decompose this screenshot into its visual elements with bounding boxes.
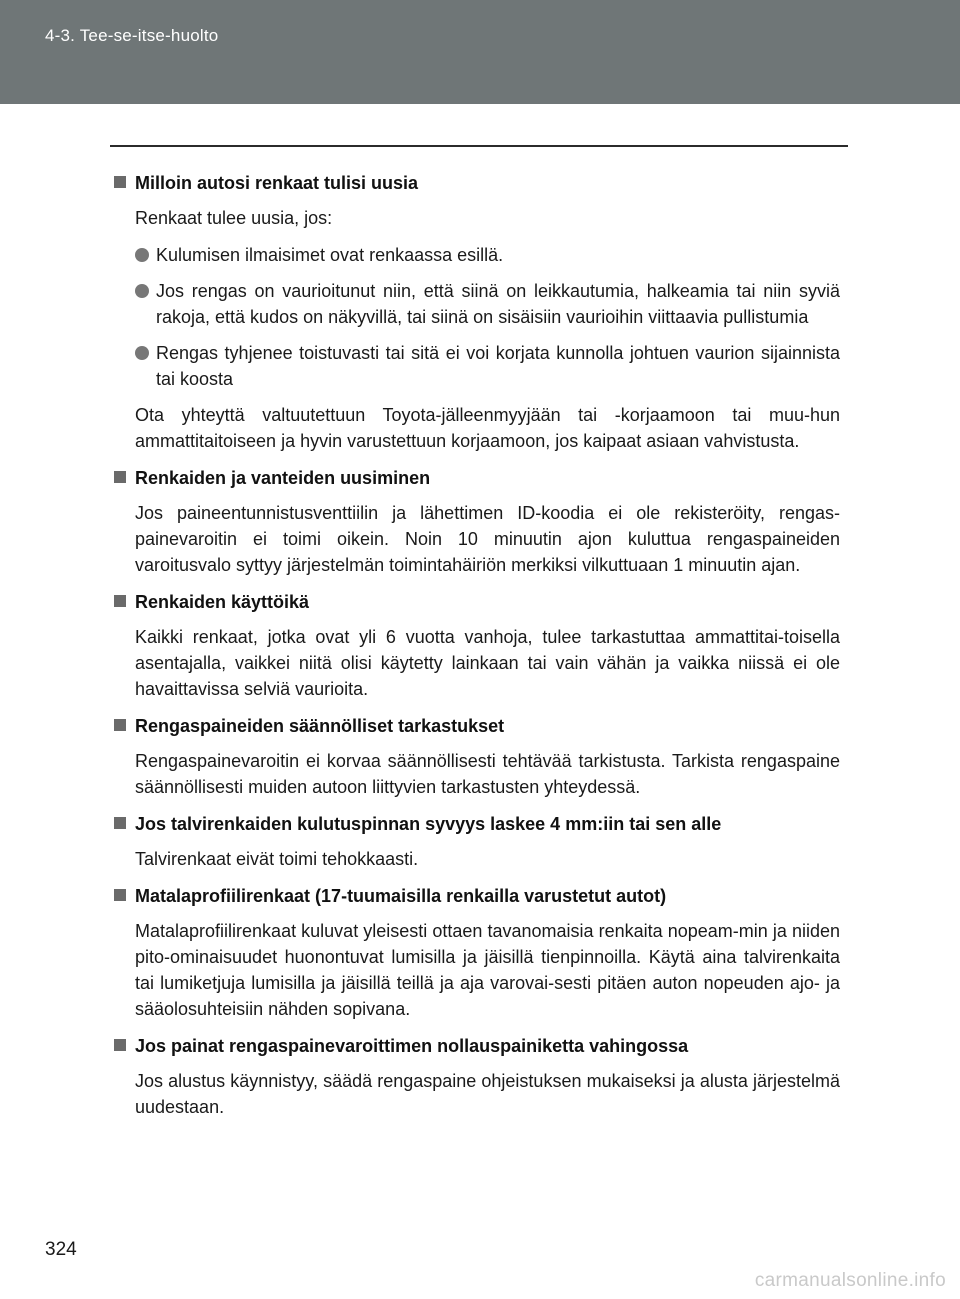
heading-text: Milloin autosi renkaat tulisi uusia <box>135 173 419 193</box>
square-bullet-icon <box>114 719 126 731</box>
section-tire-wheel-replacement <box>114 465 840 578</box>
square-bullet-icon <box>114 817 126 829</box>
paragraph: Jos paineentunnistusventtiilin ja lähettimen ID-koodia ei ole rekisteröity, rengas-painevaroitin ei toimi oikein. Noin 10 minuutin ajon kuluttua rengaspaineiden varoitusvalo syttyy järjestelmän toimintahäiriön merkiksi vilkuttuaan 1 minuutin ajan. <box>135 503 840 575</box>
paragraph: Matalaprofiilirenkaat kuluvat yleisesti ottaen tavanomaisia renkaita nopeam-min ja niiden pito-ominaisuudet huonontuvat lumisilla ja jäisillä tienpinnoilla. Käytä aina talvirenkaita tai lumiketjuja lumisilla ja jäisillä teillä ja aja varovai-sesti pitäen auton nopeuden ajo- ja sääolosuhteisiin nähden sopivana. <box>135 921 840 1019</box>
heading-text: Jos painat rengaspainevaroittimen nollauspainiketta vahingossa <box>135 1036 689 1056</box>
heading-text: Renkaiden käyttöikä <box>135 592 310 612</box>
heading-text: Jos talvirenkaiden kulutuspinnan syvyys laskee 4 mm:iin tai sen alle <box>135 814 722 834</box>
section-heading <box>114 1033 840 1059</box>
paragraph: Kaikki renkaat, jotka ovat yli 6 vuotta vanhoja, tulee tarkastuttaa ammattitai-toisella asentajalla, vaikkei niitä olisi käytetty lainkaan tai vain vähän ja vaikka niissä ei ole havaittavissa selviä vaurioita. <box>135 627 840 699</box>
page-number: 324 <box>45 1239 77 1260</box>
section-heading <box>114 589 840 615</box>
heading-text: Matalaprofiilirenkaat (17-tuumaisilla renkailla varustetut autot) <box>135 886 667 906</box>
paragraph: Jos alustus käynnistyy, säädä rengaspaine ohjeistuksen mukaiseksi ja alusta järjestelmä uudestaan. <box>135 1071 840 1117</box>
watermark: carmanualsonline.info <box>754 1270 946 1291</box>
section-pressure-checks <box>114 713 840 800</box>
header-divider <box>110 145 848 147</box>
circle-bullet-icon <box>135 346 149 360</box>
circle-bullet-icon <box>135 248 149 262</box>
square-bullet-icon <box>114 889 126 901</box>
list-item-text: Kulumisen ilmaisimet ovat renkaassa esillä. <box>156 245 504 265</box>
square-bullet-icon <box>114 471 126 483</box>
square-bullet-icon <box>114 595 126 607</box>
heading-text: Renkaiden ja vanteiden uusiminen <box>135 468 431 488</box>
paragraph: Rengaspainevaroitin ei korvaa säännöllisesti tehtävää tarkistusta. Tarkista rengaspaine säännöllisesti muiden autoon liittyvien tarkastusten yhteydessä. <box>135 751 840 797</box>
square-bullet-icon <box>114 176 126 188</box>
heading-text: Rengaspaineiden säännölliset tarkastukset <box>135 716 505 736</box>
paragraph: Talvirenkaat eivät toimi tehokkaasti. <box>135 849 419 869</box>
section-reset-button <box>114 1033 840 1120</box>
paragraph: Renkaat tulee uusia, jos: <box>135 208 333 228</box>
section-heading <box>114 170 840 196</box>
section-heading <box>114 465 840 491</box>
section-heading <box>114 811 840 837</box>
section-title: 4-3. Tee-se-itse-huolto <box>45 26 219 45</box>
section-when-to-replace-tires <box>114 170 840 454</box>
section-low-profile-tires <box>114 883 840 1022</box>
list-item-text: Jos rengas on vaurioitunut niin, että siinä on leikkautumia, halkeamia tai niin syviä rakoja, että kudos on näkyvillä, tai siinä on sisäisiin vaurioihin viittaavia pullistumia <box>156 281 840 327</box>
list-item <box>135 278 840 330</box>
section-tire-lifespan <box>114 589 840 702</box>
section-heading <box>114 883 840 909</box>
list-item-text: Rengas tyhjenee toistuvasti tai sitä ei voi korjata kunnolla johtuen vaurion sijainnista tai koosta <box>156 343 840 389</box>
paragraph: Ota yhteyttä valtuutettuun Toyota-jälleenmyyjään tai -korjaamoon tai muu-hun ammattitaitoiseen ja hyvin varustettuun korjaamoon, jos kaipaat asiaan vahvistusta. <box>135 405 840 451</box>
section-winter-tread-depth <box>114 811 840 872</box>
list-item <box>135 242 840 268</box>
square-bullet-icon <box>114 1039 126 1051</box>
circle-bullet-icon <box>135 284 149 298</box>
list-item <box>135 340 840 392</box>
page-content <box>114 170 840 1131</box>
header-band <box>0 0 960 104</box>
section-heading <box>114 713 840 739</box>
